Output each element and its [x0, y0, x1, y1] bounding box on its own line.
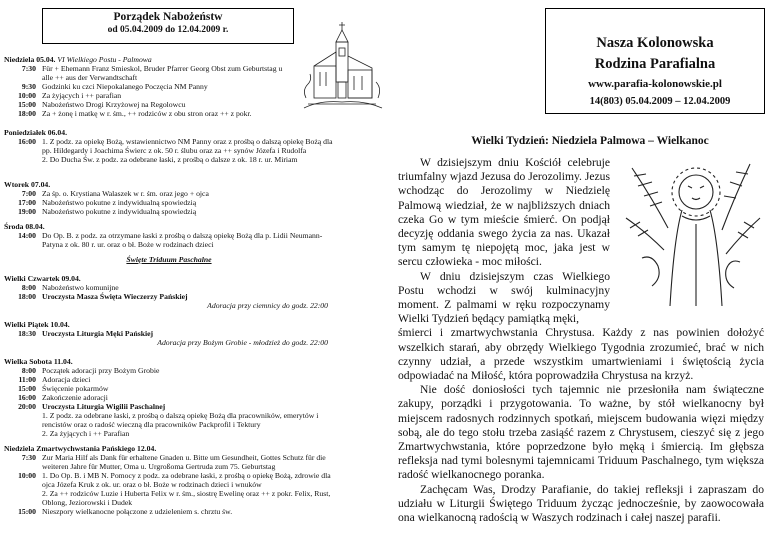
- adoration-note: Adoracja przy Bożym Grobie - młodzież do godz. 22:00: [157, 338, 328, 347]
- schedule-row: [4, 429, 334, 438]
- intention: Za śp. o. Krystiana Walaszek w r. śm. oraz jego + ojca: [42, 189, 209, 198]
- schedule-row: [4, 471, 334, 489]
- intention: 2. Za ++ rodziców Luzie i Huberta Felix w r. śm., siostrę Ewelinę oraz ++ z pokr. Felix, Rust, Oblong, Jeziorowski i Dudek: [42, 489, 331, 507]
- day-block-monday: [4, 128, 334, 164]
- intention: Godzinki ku czci Niepokalanego Poczęcia NM Panny: [42, 82, 208, 91]
- time: 15:00: [18, 507, 36, 516]
- schedule-title-box: [42, 8, 294, 44]
- schedule-row: [4, 292, 334, 301]
- time: 15:00: [18, 384, 36, 393]
- day-block-thursday: [4, 274, 334, 310]
- time: [4, 411, 42, 429]
- intention: Za + żonę i matkę w r. śm., ++ rodziców z obu stron oraz ++ z pokr.: [42, 109, 252, 118]
- article-paragraph: śmierci i zmartwychwstania Chrystusa. Każdy z nas powinien dołożyć wszelkich starań, aby obrzędy Wielkiego Tygodnia zrozumieć, brać w nich czynny udział, a przede wszystkim umartwieniami i świętością życia odpowiadać na Miłość, która poprowadziła Chrystusa na krzyż.: [398, 326, 764, 383]
- schedule-row: [4, 100, 294, 109]
- schedule-row: [4, 155, 334, 164]
- time: [4, 155, 42, 164]
- intention: 1. Z podz. za odebrane łaski, z prośbą o dalszą opiekę Bożą dla pracowników, emerytów i rencistów oraz o radość wieczną dla pracowników Packprofil i Tektury: [42, 411, 319, 429]
- schedule-row: [4, 137, 334, 155]
- schedule-row: [4, 507, 334, 516]
- schedule-dates: od 05.04.2009 do 12.04.2009 r.: [107, 25, 229, 35]
- website-link[interactable]: www.parafia-kolonowskie.pl: [588, 78, 722, 90]
- intention: Święcenie pokarmów: [42, 384, 109, 393]
- day-label: Niedziela 05.04.: [4, 55, 56, 64]
- day-label: Wielka Sobota 11.04.: [4, 357, 73, 366]
- intention: Nieszpory wielkanocne połączone z udzieleniem s. chrztu św.: [42, 507, 233, 516]
- schedule-row: [4, 198, 334, 207]
- time: 14:00: [18, 231, 36, 240]
- intention: 1. Z podz. za opiekę Bożą, wstawiennictwo NM Panny oraz z prośbą o dalszą opiekę Bożą dla pp. Hildegardy i Joachima Świerc z ok. 50 r. ślubu oraz za ++ synów Józefa i Rudolfa: [42, 137, 333, 155]
- time: 18:00: [18, 109, 36, 118]
- intention: Początek adoracji przy Bożym Grobie: [42, 366, 160, 375]
- day-label: Środa 08.04.: [4, 222, 45, 231]
- article-paragraph: W dzisiejszym dniu Kościół celebruje triumfalny wjazd Jezusa do Jerozolimy. Jezus wchodząc do Jerozolimy w Niedzielę Palmową wiedział, że w najbliższych dniach czeka Go w tym mieście śmierć. On podjął decyzję oddania swego życia za nas. Ukazał tym samym tę niepojętą moc, jaka jest w sercu człowieka - moc miłości.: [398, 156, 610, 269]
- intention: Nabożeństwo komunijne: [42, 283, 119, 292]
- intention: Uroczysta Masza Święta Wieczerzy Pańskiej: [42, 292, 188, 301]
- article-paragraph: W dniu dzisiejszym czas Wielkiego Postu wchodzi w swój kulminacyjny moment. Z palmami w ręku rozpoczynamy Wielki Tydzień będący pamiątką męki,: [398, 269, 610, 326]
- day-block-friday: [4, 320, 334, 347]
- time: [4, 429, 42, 438]
- schedule-row: [4, 329, 334, 338]
- time: 7:30: [21, 453, 36, 462]
- time: 10:00: [18, 91, 36, 100]
- schedule-row: [4, 375, 334, 384]
- article-body: [398, 156, 764, 525]
- schedule-row: [4, 366, 334, 375]
- schedule-row: [4, 453, 334, 471]
- time: 7:30: [21, 64, 36, 73]
- schedule-row: [4, 489, 334, 507]
- schedule-row: [4, 283, 334, 292]
- day-block-wednesday: [4, 222, 334, 249]
- intention: Za żyjących i ++ parafian: [42, 91, 122, 100]
- day-label: Poniedziałek 06.04.: [4, 128, 67, 137]
- day-label: Niedziela Zmartwychwstania Pańskiego 12.04.: [4, 444, 157, 453]
- article-paragraph: Nie dość doniosłości tych tajemnic nie przesłoniła nam świąteczne zakupy, porządki i przygotowania. To ważne, by stół wielkanocny był miejscem radosnych rodzinnych spotkań, miejscem budowania więzi między sobą, ale do tego stołu trzeba zasiąść razem z Chrystusem, cieszyć się z jego Zmartwychwstania, które poprzedzone było męką i śmiercią. Im głębsza refleksja nad tymi bolesnymi tajemnicami Triduum Paschalnego, tym większa radość wielkanocnego poranka.: [398, 383, 764, 482]
- newsletter-name-line2: Rodzina Parafialna: [594, 56, 716, 72]
- schedule-row: [4, 82, 294, 91]
- time: 11:00: [18, 375, 36, 384]
- time: 18:00: [18, 292, 36, 301]
- time: 10:00: [18, 471, 36, 480]
- schedule-row: [4, 91, 294, 100]
- article-heading: Wielki Tydzień: Niedziela Palmowa – Wielkanoc: [471, 135, 709, 147]
- time: 19:00: [18, 207, 36, 216]
- schedule-row: [4, 64, 294, 82]
- adoration-note: Adoracja przy ciemnicy do godz. 22:00: [207, 301, 328, 310]
- time: 7:00: [21, 189, 36, 198]
- intention: Do Op. B. z podz. za otrzymane łaski z prośbą o dalszą opiekę Bożą dla p. Lidii Neumann-Patyna z ok. 80 r. ur. oraz o bł. Boże w rodzinach dzieci: [42, 231, 323, 249]
- day-block-tuesday: [4, 180, 334, 216]
- time: 8:00: [21, 366, 36, 375]
- time: [4, 489, 42, 507]
- day-label: Wtorek 07.04.: [4, 180, 51, 189]
- intention: Nabożeństwo pokutne z indywidualną spowiedzią: [42, 198, 197, 207]
- schedule-row: [4, 207, 334, 216]
- intention: Nabożeństwo Drogi Krzyżowej na Regolowcu: [42, 100, 186, 109]
- time: 17:00: [18, 198, 36, 207]
- intention: Zur Maria Hilf als Dank für erhaltene Gnaden u. Bitte um Gesundheit, Gottes Schutz für die weiteren Jahre für Mutter, Oma u. Urgroßoma Gertruda zum 75. Geburtstag: [42, 453, 326, 471]
- time: 18:30: [18, 329, 36, 338]
- intention: 1. Do Op. B. i MB N. Pomocy z podz. za odebrane łaski, z prośbą o opiekę Bożą, zdrowie dla ojca Józefa Kruk z ok. ur. oraz o bł. Boże w rodzinach dzieci i wnuków: [42, 471, 331, 489]
- time: 16:00: [18, 393, 36, 402]
- intention: Adoracja dzieci: [42, 375, 91, 384]
- schedule-row: [4, 393, 334, 402]
- triduum-heading: Święte Triduum Paschalne: [126, 255, 212, 264]
- day-note: VI Wielkiego Postu - Palmowa: [57, 55, 152, 64]
- article-paragraph: Zachęcam Was, Drodzy Parafianie, do takiej refleksji i zapraszam do udziału w Liturgii Świętego Triduum życząc jednocześnie, by zaowocowała ona wielkanocną radością w Waszych rodzinach i całej naszej parafii.: [398, 482, 764, 525]
- schedule-row: [4, 402, 334, 411]
- day-label: Wielki Czwartek 09.04.: [4, 274, 81, 283]
- schedule-title: Porządek Nabożeństw: [113, 11, 223, 23]
- newsletter-name-line1: Nasza Kolonowska: [596, 35, 714, 51]
- issue-number: 14(803) 05.04.2009 – 12.04.2009: [589, 96, 731, 107]
- day-block-saturday: [4, 357, 334, 438]
- time: 9:30: [21, 82, 36, 91]
- day-block-easter: [4, 444, 334, 516]
- time: 8:00: [21, 283, 36, 292]
- schedule-row: [4, 231, 334, 249]
- day-label: Wielki Piątek 10.04.: [4, 320, 70, 329]
- time: 16:00: [18, 137, 36, 146]
- intention: Zakończenie adoracji: [42, 393, 108, 402]
- time: 20:00: [18, 402, 36, 411]
- intention: Für + Ehemann Franz Smieskol, Bruder Pfarrer Georg Obst zum Geburtstag u alle ++ aus der Verwandtschaft: [42, 64, 283, 82]
- schedule-row: [4, 411, 334, 429]
- schedule-row: [4, 109, 294, 118]
- intention: Uroczysta Liturgia Wigilii Paschalnej: [42, 402, 166, 411]
- intention: Nabożeństwo pokutne z indywidualną spowiedzią: [42, 207, 197, 216]
- time: 15:00: [18, 100, 36, 109]
- intention: 2. Za żyjących i ++ Parafian: [42, 429, 130, 438]
- schedule-row: [4, 189, 334, 198]
- intention: Uroczysta Liturgia Męki Pańskiej: [42, 329, 154, 338]
- church-drawing-icon: [300, 20, 385, 115]
- schedule-row: [4, 384, 334, 393]
- day-block-sunday: [4, 55, 294, 118]
- intention: 2. Do Ducha Św. z podz. za odebrane łaski, z prośbą o dalsze z ok. 18 r. ur. Miriam: [42, 155, 298, 164]
